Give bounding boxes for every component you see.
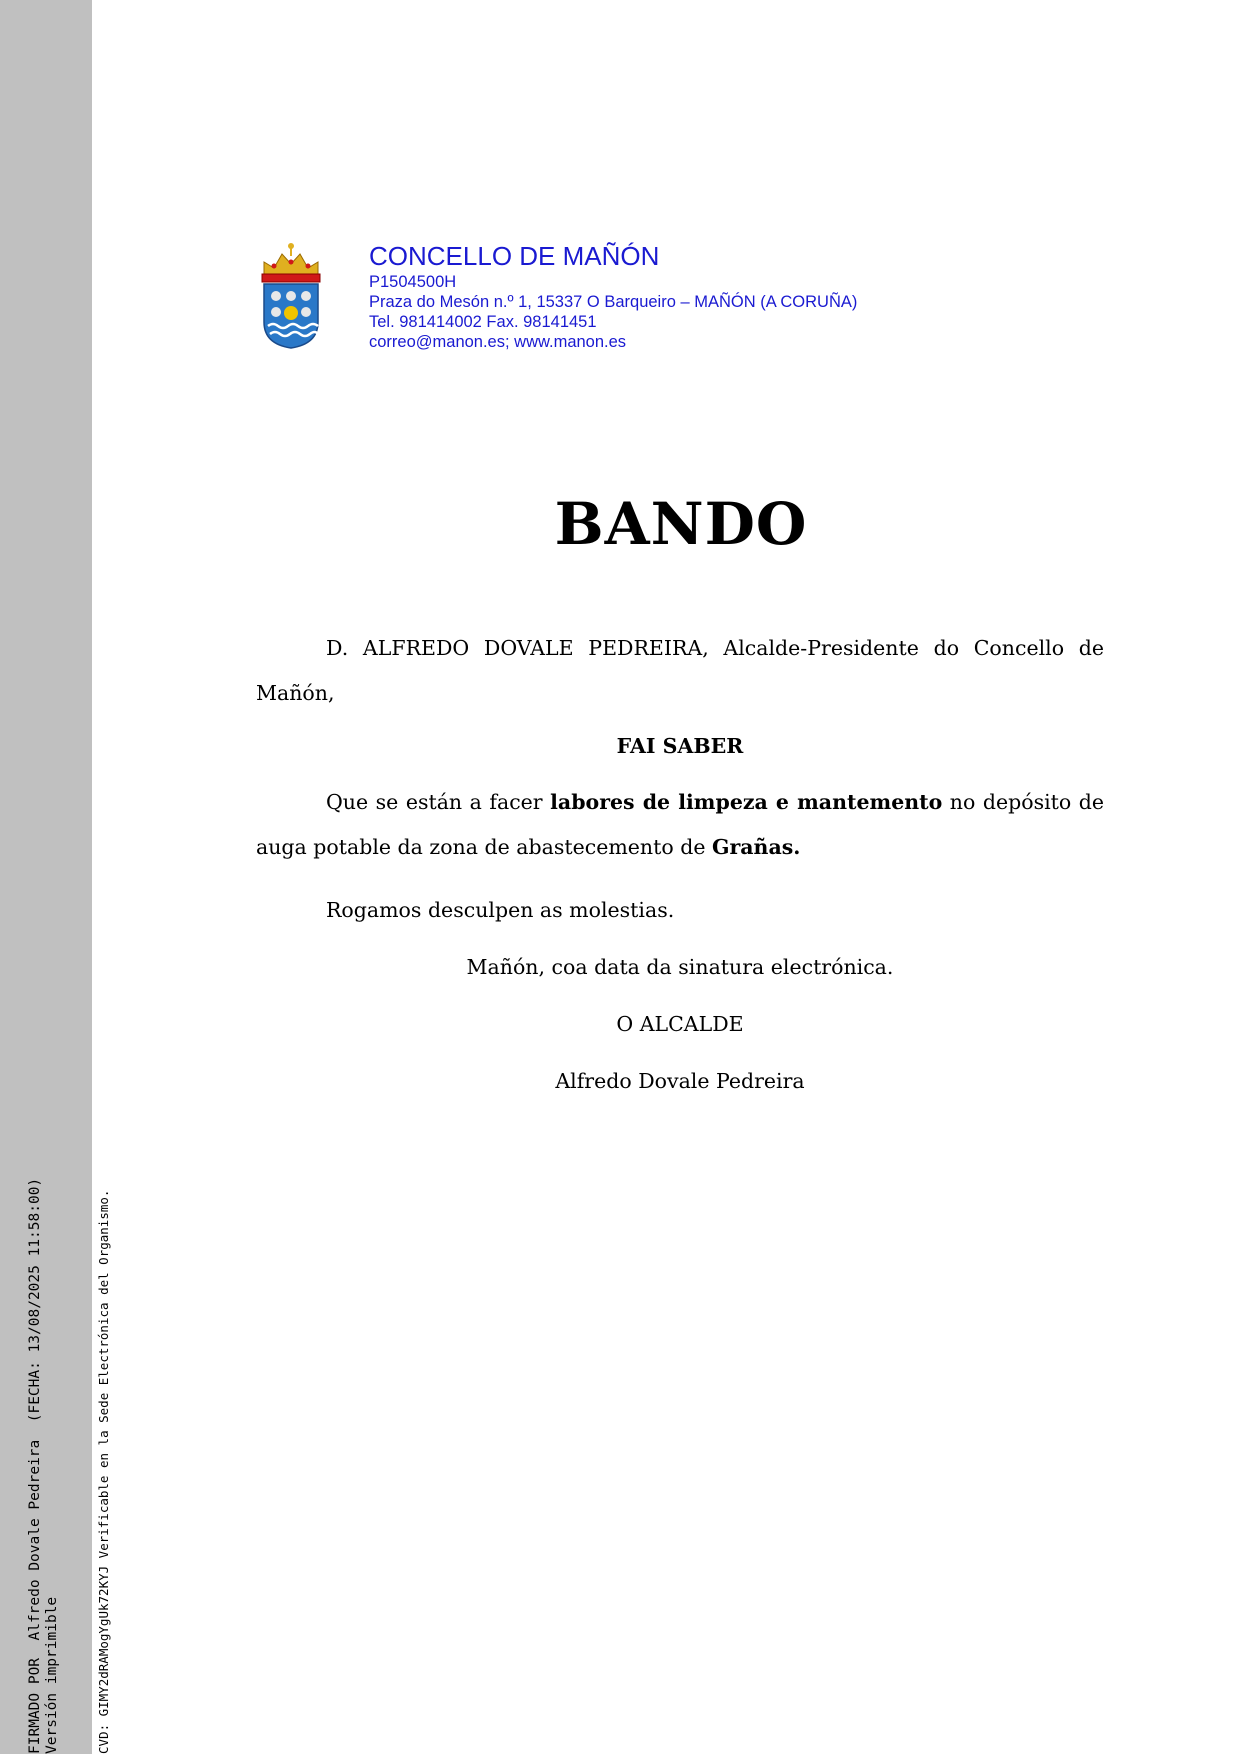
body-paragraph: [256, 780, 1104, 870]
municipal-coat-of-arms-icon: [256, 240, 326, 350]
organization-nif: P1504500H: [369, 273, 457, 291]
signature-signed-by: FIRMADO POR Alfredo Dovale Pedreira (FECHA: 13/08/2025 11:58:00): [27, 1177, 43, 1754]
signer-role: O ALCALDE: [616, 1012, 744, 1036]
letterhead-text: [369, 240, 857, 352]
apology-paragraph: Rogamos desculpen as molestias.: [326, 898, 675, 922]
signature-cvd-code: CVD: GIMY2dRAMogYgUk72KYJ Verificable en la Sede Electrónica del Organismo.: [96, 1189, 111, 1754]
announce-heading: FAI SABER: [616, 734, 744, 758]
body-bold-2: Grañas.: [711, 835, 801, 859]
signer-name: Alfredo Dovale Pedreira: [555, 1069, 805, 1093]
place-date: Mañón, coa data da sinatura electrónica.: [466, 955, 894, 979]
organization-phone-fax: Tel. 981414002 Fax. 98141451: [369, 313, 597, 331]
organization-address: Praza do Mesón n.º 1, 15337 O Barqueiro – MAÑÓN (A CORUÑA): [369, 293, 858, 311]
body-text-1: Que se están a facer: [326, 790, 551, 814]
document-body: [256, 626, 1104, 1095]
signature-version: Versión imprimible: [44, 1596, 60, 1754]
organization-name: CONCELLO DE MAÑÓN: [369, 241, 660, 271]
intro-paragraph: D. ALFREDO DOVALE PEDREIRA, Alcalde-Presidente do Concello de Mañón,: [256, 636, 1104, 705]
body-text-2: no depósito de auga potable da zona de abastecemento de: [256, 790, 1104, 859]
document-title: BANDO: [554, 490, 808, 558]
signature-side-bar: [0, 0, 92, 1754]
body-bold-1: labores de limpeza e mantemento: [550, 790, 943, 814]
organization-contact: correo@manon.es; www.manon.es: [369, 333, 627, 351]
